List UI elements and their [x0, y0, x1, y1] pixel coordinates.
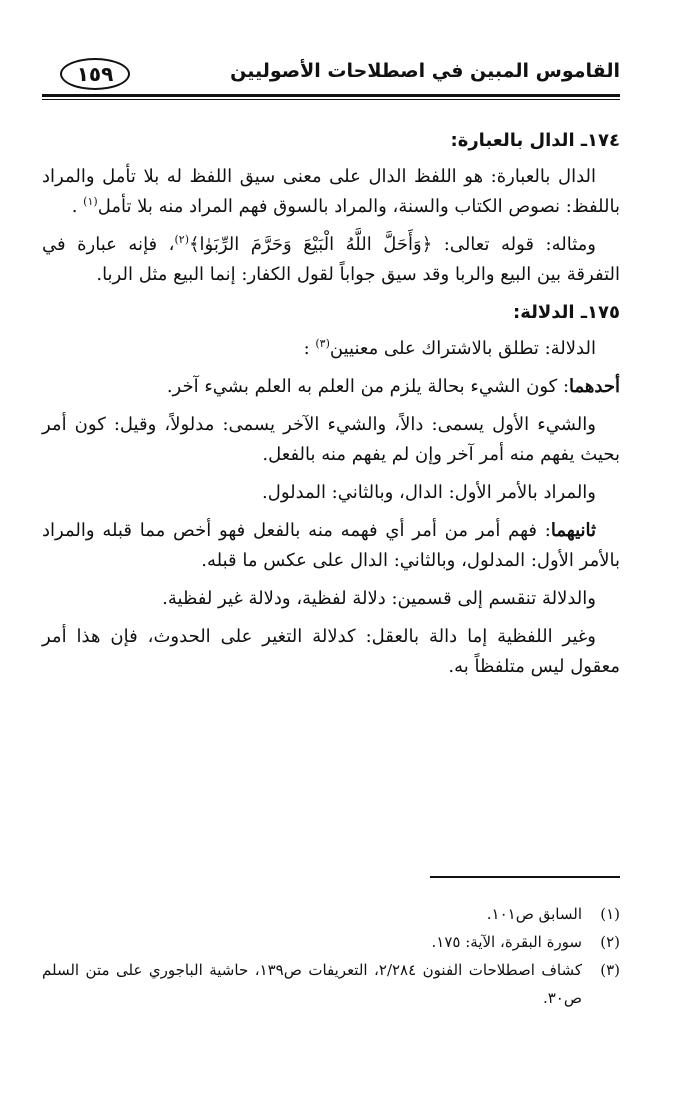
definition-text: الدال بالعبارة: هو اللفظ الدال على معنى سيق اللفظ له بلا تأمل والمراد باللفظ: نصوص الكتاب والسنة، والمراد بالسوق فهم المراد منه بلا تأمل [42, 166, 620, 217]
footnote-ref-2: (٢) [174, 233, 189, 246]
example-verse: ومثاله: قوله تعالى: ﴿وَأَحَلَّ اللَّهُ الْبَيْعَ وَحَرَّمَ الرِّبَوٰا﴾ [189, 234, 596, 255]
footnote-item [42, 956, 620, 1012]
footnote-item [42, 928, 620, 956]
paragraph-division: والدلالة تنقسم إلى قسمين: دلالة لفظية، ودلالة غير لفظية. [162, 588, 596, 609]
page-header [42, 52, 620, 92]
first-meaning-label: أحدهما [569, 376, 620, 397]
header-rule-thin [42, 99, 620, 100]
running-title: القاموس المبين في اصطلاحات الأصوليين [230, 60, 620, 82]
section-title-174: ١٧٤ـ الدال بالعبارة: [450, 130, 620, 151]
footnote-ref-3: (٣) [315, 337, 330, 350]
paragraph-example [42, 230, 620, 290]
main-text [42, 120, 620, 690]
footnote-ref-1: (١) [83, 195, 98, 208]
second-meaning-label: ثانيهما [550, 520, 596, 541]
example-text: ، فإنه عبارة في التفرقة بين البيع والربا وقد سيق جواباً لقول الكفار: إنما البيع مثل الربا. [42, 234, 620, 285]
page-number-badge: ١٥٩ [60, 58, 130, 90]
paragraph-non-verbal: وغير اللفظية إما دالة بالعقل: كدلالة التغير على الحدوث، فإن هذا أمر معقول ليس متلفظاً به. [42, 626, 620, 677]
footnotes [42, 900, 620, 1012]
paragraph-meaning-1: والمراد بالأمر الأول: الدال، وبالثاني: المدلول. [262, 482, 596, 503]
first-meaning-text: : كون الشيء بحالة يلزم من العلم به العلم بشيء آخر. [166, 376, 570, 397]
paragraph-dalala: الدلالة: تطلق بالاشتراك على معنيين$^{(٣)}$ : [303, 337, 596, 359]
dalala-text: الدلالة: تطلق بالاشتراك على معنيين [329, 338, 596, 359]
footnote-text: كشاف اصطلاحات الفنون ٢/٢٨٤، التعريفات ص١٣٩، حاشية الباجوري على متن السلم ص٣٠. [42, 961, 583, 1007]
footnote-separator [430, 876, 620, 878]
footnote-number: (٣) [600, 961, 620, 979]
header-rule-thick [42, 94, 620, 97]
footnote-text: السابق ص١٠١. [486, 905, 582, 923]
footnote-number: (٢) [600, 933, 620, 951]
footnote-text: سورة البقرة، الآية: ١٧٥. [431, 933, 582, 951]
footnote-number: (١) [600, 905, 620, 923]
paragraph-second-meaning [42, 516, 620, 576]
paragraph-naming: والشيء الأول يسمى: دالاً، والشيء الآخر يسمى: مدلولاً، وقيل: كون أمر بحيث يفهم منه أمر آخر وإن لم يفهم منه بالفعل. [42, 414, 620, 465]
second-meaning-text: : فهم أمر من أمر أي فهمه منه بالفعل فهو أخص مما قبله والمراد بالأمر الأول: المدلول، وبالثاني: الدال على عكس ما قبله. [42, 520, 620, 571]
paragraph-definition: الدال بالعبارة: هو اللفظ الدال على معنى سيق اللفظ له بلا تأمل والمراد باللفظ: نصوص الكتاب والسنة، والمراد بالسوق فهم المراد منه بلا تأمل$^{(١)}$ . [42, 166, 620, 217]
paragraph-first-meaning [42, 372, 620, 402]
footnote-item [42, 900, 620, 928]
section-title-175: ١٧٥ـ الدلالة: [513, 302, 620, 323]
